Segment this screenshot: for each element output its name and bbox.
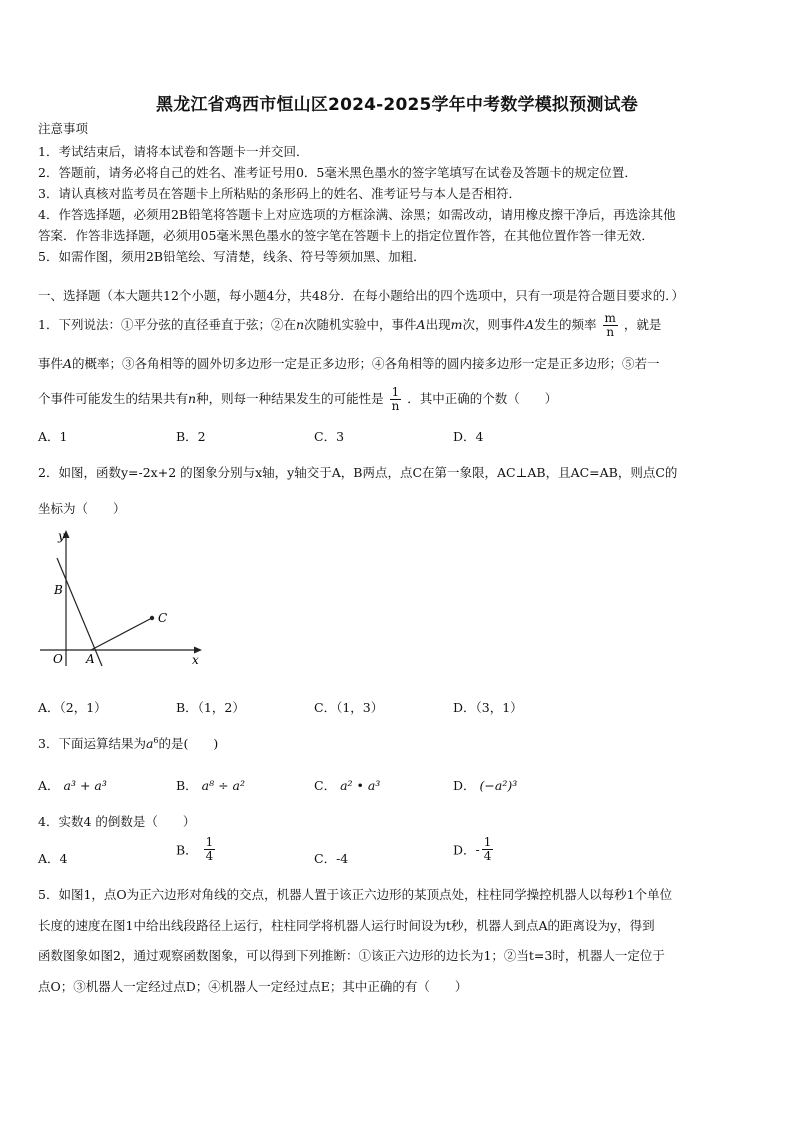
q3-line: 3．下面运算结果为$a^6$的是( )	[38, 735, 219, 751]
q3-option-a: A． a³ + a³	[38, 778, 107, 793]
label-b: B	[54, 583, 63, 597]
q1-option-a: A．1	[38, 429, 68, 444]
note-item: 3．请认真核对监考员在答题卡上所粘贴的条形码上的姓名、准考证号与本人是否相符．	[38, 186, 521, 201]
q5-line: 5．如图1，点O为正六边形对角线的交点，机器人置于该正六边形的某顶点处，柱柱同学操控机器人以每秒1个单位	[38, 887, 673, 902]
segment-ac	[91, 618, 152, 650]
q1-option-c: C．3	[314, 429, 345, 444]
page-title: 黑龙江省鸡西市恒山区2024-2025学年中考数学模拟预测试卷	[156, 95, 638, 115]
q2-line2: 坐标为（ ）	[38, 501, 126, 516]
frequency-fraction: $\frac{m}{n}$	[604, 311, 616, 339]
q1-line1: 1．下列说法：①平分弦的直径垂直于弦；②在n次随机实验中，事件A出现m次，则事件A发生的频率 $\frac{m}{n}$ ，就是	[38, 311, 662, 339]
q2-option-d: D．（3，1）	[453, 700, 523, 715]
note-item: 4．作答选择题，必须用2B铅笔将答题卡上对应选项的方框涂满、涂黑；如需改动，请用橡皮擦干净后，再选涂其他	[38, 207, 676, 222]
probability-fraction: $\frac{1}{n}$	[391, 385, 400, 413]
q5-line: 点O；③机器人一定经过点D；④机器人一定经过点E；其中正确的有（ ）	[38, 979, 468, 994]
note-item: 1．考试结束后，请将本试卷和答题卡一并交回．	[38, 144, 309, 159]
q4-option-c: C．-4	[314, 851, 349, 866]
note-item: 答案．作答非选择题，必须用05毫米黑色墨水的签字笔在答题卡上的指定位置作答，在其他位置作答一律无效．	[38, 228, 654, 243]
label-x: x	[192, 653, 199, 667]
q5-line: 函数图象如图2，通过观察函数图象，可以得到下列推断：①该正六边形的边长为1；②当t=3时，机器人一定位于	[38, 948, 665, 963]
q1-line3: 个事件可能发生的结果共有n种，则每一种结果发生的可能性是 $\frac{1}{n}$ ．其中正确的个数（ ）	[38, 385, 558, 413]
q2-option-c: C．（1，3）	[314, 700, 384, 715]
q2-figure	[36, 526, 208, 672]
q3-option-c: C． a² • a³	[314, 778, 381, 793]
label-o: O	[53, 652, 63, 666]
q1-option-b: B．2	[176, 429, 206, 444]
q2-line1: 2．如图，函数y=-2x+2 的图象分别与x轴，y轴交于A，B两点，点C在第一象限，AC⊥AB，且AC=AB，则点C的	[38, 465, 678, 480]
note-item: 2．答题前，请务必将自己的姓名、准考证号用0．5毫米黑色墨水的签字笔填写在试卷及答题卡的规定位置．	[38, 165, 637, 180]
q3-option-b: B． a⁸ ÷ a²	[176, 778, 246, 793]
q4-option-b: B． $\frac{1}{4}$	[176, 835, 214, 863]
note-item: 5．如需作图，须用2B铅笔绘、写清楚，线条、符号等须加黑、加粗．	[38, 249, 426, 264]
q4-option-a: A．4	[38, 851, 68, 866]
notes-heading: 注意事项	[38, 121, 89, 136]
section-heading: 一、选择题（本大题共12个小题，每小题4分，共48分．在每小题给出的四个选项中，只有一项是符合题目要求的．）	[38, 288, 685, 303]
q5-line: 长度的速度在图1中给出线段路径上运行，柱柱同学将机器人运行时间设为t秒，机器人到点A的距离设为y，得到	[38, 918, 655, 933]
q1-option-d: D．4	[453, 429, 484, 444]
q2-option-b: B．（1，2）	[176, 700, 245, 715]
point-c	[150, 616, 154, 620]
q4-line: 4．实数4 的倒数是（ ）	[38, 814, 196, 829]
label-y: y	[58, 529, 65, 543]
q4-option-d: D．- $\frac{1}{4}$	[453, 835, 492, 863]
label-a: A	[86, 652, 95, 666]
q2-option-a: A．（2，1）	[38, 700, 107, 715]
q1-line2: 事件A的概率；③各角相等的圆外切多边形一定是正多边形；④各角相等的圆内接多边形一定是正多边形；⑤若一	[38, 356, 660, 371]
q3-option-d: D． (−a²)³	[453, 778, 518, 793]
label-c: C	[158, 611, 168, 625]
